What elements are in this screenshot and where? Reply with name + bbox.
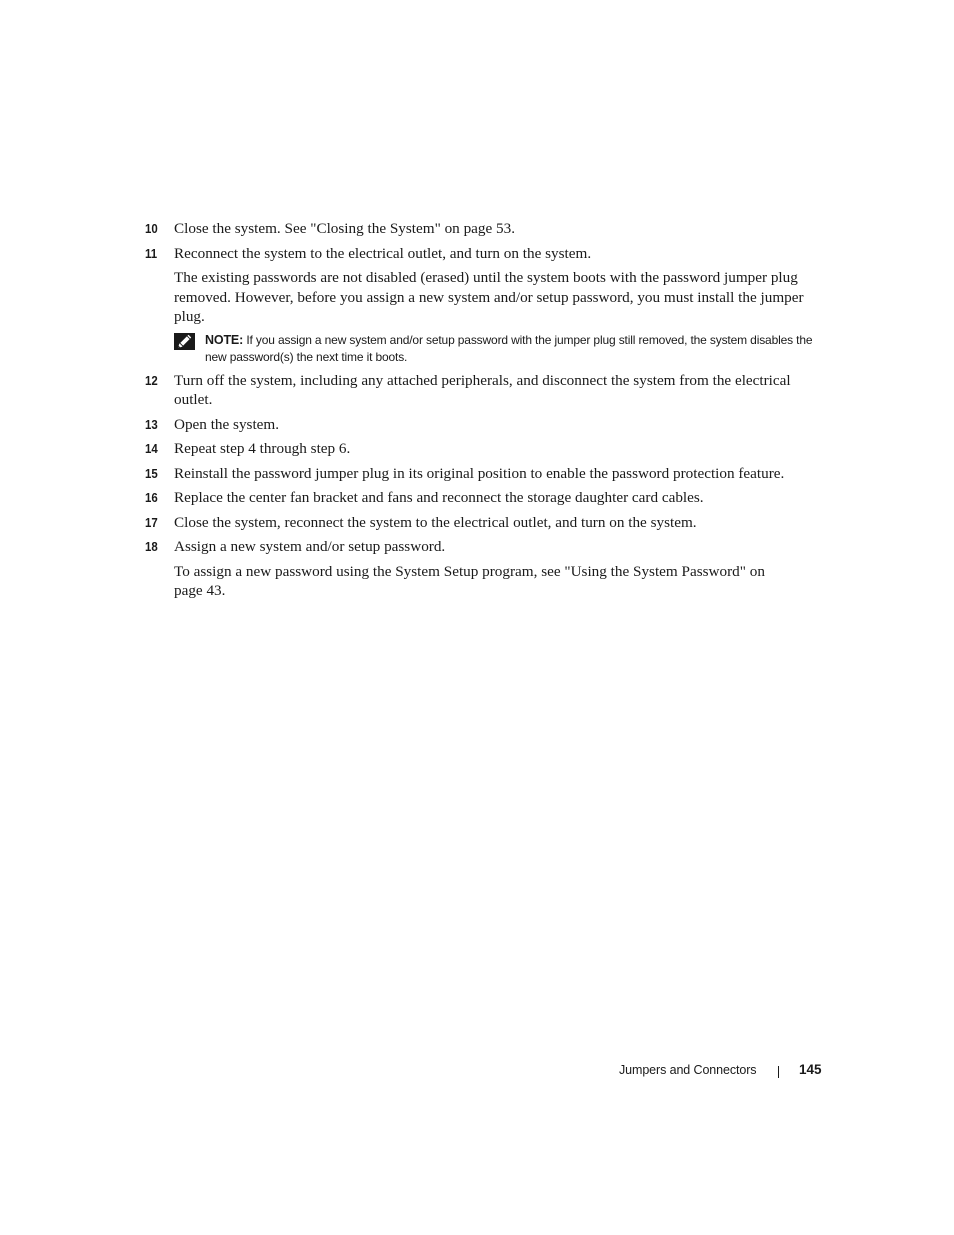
step-text: Open the system. xyxy=(174,415,280,433)
step-10 xyxy=(145,219,825,239)
document-body xyxy=(145,219,825,606)
step-number: 13 xyxy=(145,416,158,432)
step-text: Turn off the system, including any attached peripherals, and disconnect the system from the electrical outlet. xyxy=(174,371,791,408)
step-17 xyxy=(145,513,825,533)
step-number: 14 xyxy=(145,441,158,456)
step-13 xyxy=(145,415,825,435)
step-text: Replace the center fan bracket and fans and reconnect the storage daughter card cables. xyxy=(174,489,704,506)
step-15 xyxy=(145,464,825,484)
note-pencil-icon xyxy=(174,333,195,350)
step-text: Reconnect the system to the electrical outlet, and turn on the system. xyxy=(174,244,592,262)
step-number: 18 xyxy=(145,539,158,554)
step-number: 16 xyxy=(145,490,158,505)
step-number: 17 xyxy=(145,514,158,530)
step-text: Close the system, reconnect the system to the electrical outlet, and turn on the system. xyxy=(174,513,697,531)
step-12 xyxy=(145,371,825,410)
footer-section-title: Jumpers and Connectors xyxy=(619,1063,757,1077)
step-11 xyxy=(145,244,825,264)
step-number: 12 xyxy=(145,372,158,388)
step-text: Repeat step 4 through step 6. xyxy=(174,440,351,457)
password-paragraph: The existing passwords are not disabled (erased) until the system boots with the password jumper plug removed. However, before you assign a new system and/or setup password, you must install the jumper plug. xyxy=(174,269,804,325)
step-number: 10 xyxy=(145,221,158,236)
note-body: If you assign a new system and/or setup password with the jumper plug still removed, the system disables the new password(s) the next time it boots. xyxy=(205,332,813,364)
step-text: Close the system. See "Closing the System" on page 53. xyxy=(174,220,516,237)
step-text: Reinstall the password jumper plug in its original position to enable the password protection feature. xyxy=(174,464,785,482)
note-block xyxy=(145,332,825,367)
step-text: Assign a new system and/or setup password. xyxy=(174,538,446,555)
footer-divider xyxy=(778,1066,779,1078)
note-label: NOTE: xyxy=(205,332,244,347)
page-number: 145 xyxy=(799,1062,822,1077)
setup-password-paragraph: To assign a new password using the System Setup program, see "Using the System Password" on page 43. xyxy=(174,562,765,599)
page-footer xyxy=(619,1062,824,1080)
step-number: 11 xyxy=(145,245,158,261)
step-18 xyxy=(145,537,825,557)
note-text xyxy=(205,332,825,367)
step-number: 15 xyxy=(145,465,158,481)
step-16 xyxy=(145,488,825,508)
step-14 xyxy=(145,439,825,459)
